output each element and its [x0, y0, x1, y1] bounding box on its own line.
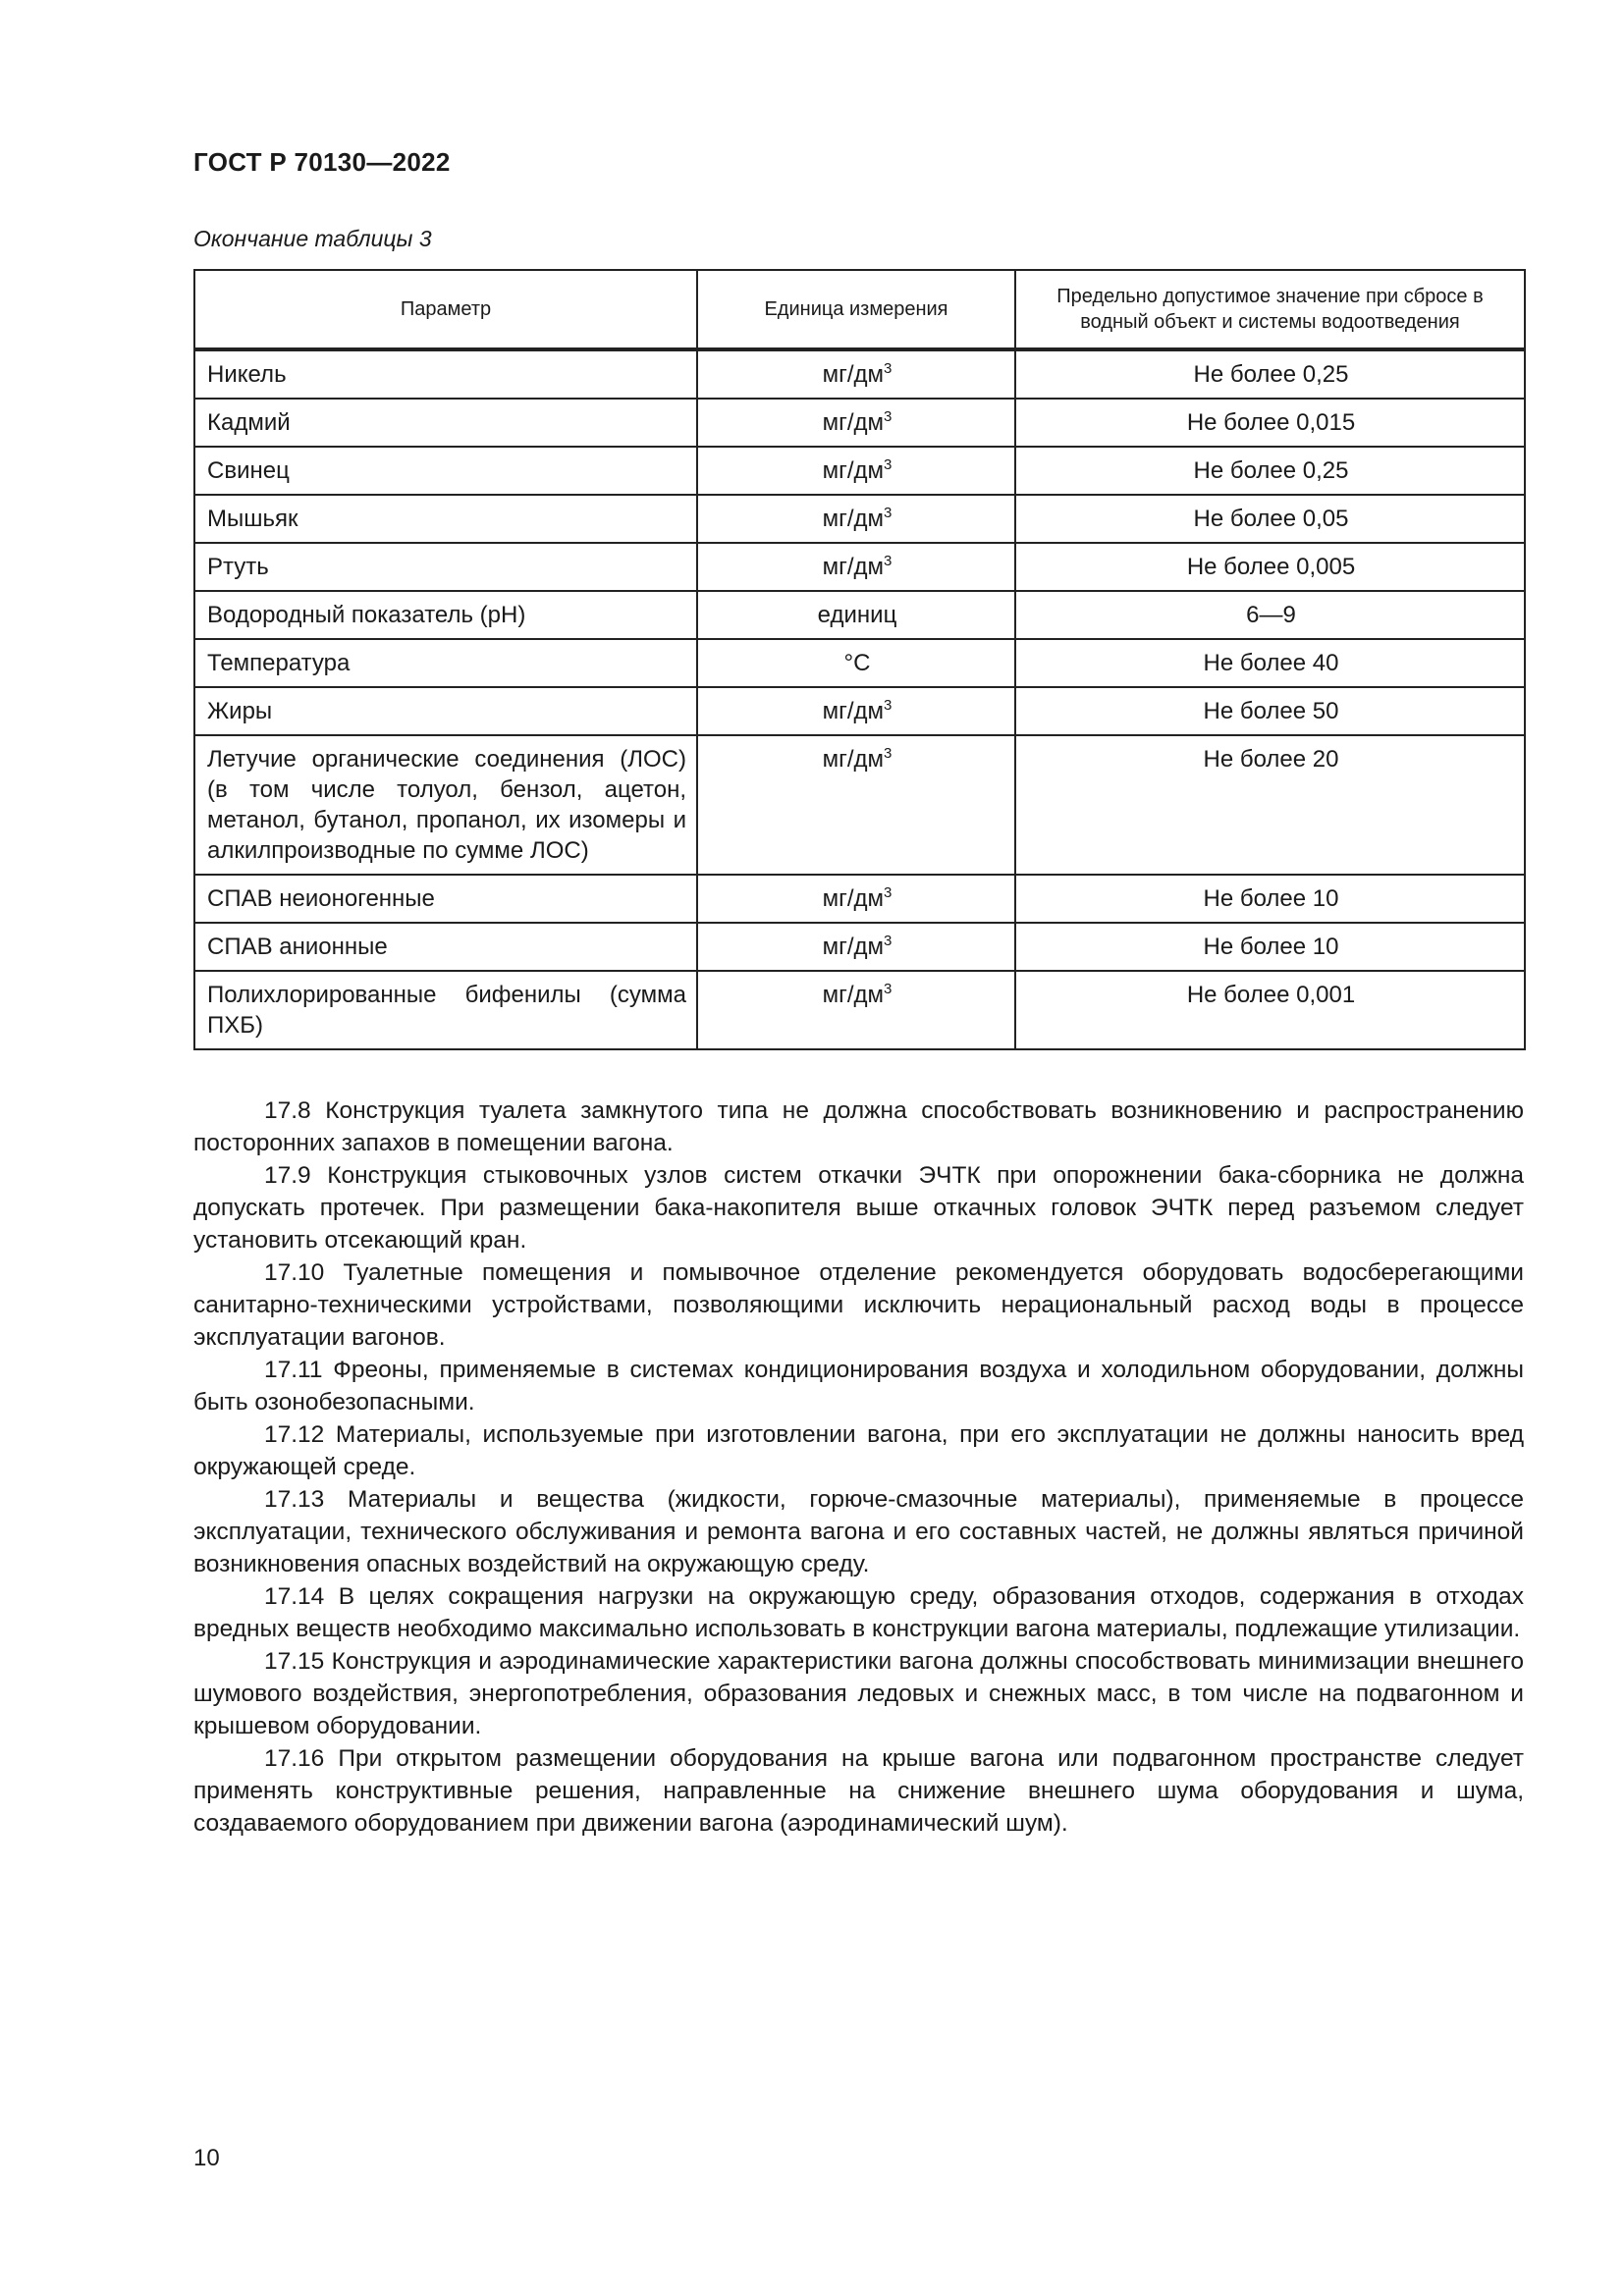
param-cell: Свинец [194, 447, 697, 495]
unit-cell [697, 923, 1015, 971]
unit-superscript: 3 [884, 697, 893, 714]
value-cell: Не более 50 [1015, 687, 1525, 735]
param-cell: СПАВ анионные [194, 923, 697, 971]
paragraph-17-10: 17.10 Туалетные помещения и помывочное отделение рекомендуется оборудовать водосберегающими санитарно-техническими устройствами, позволяющими исключить нерациональный расход воды в процессе эксплуатации вагонов. [193, 1259, 1524, 1351]
unit-superscript: 3 [884, 360, 893, 377]
unit-superscript: 3 [884, 456, 893, 473]
table-row [194, 639, 1525, 687]
table-row [194, 543, 1525, 591]
column-header-limit: Предельно допустимое значение при сбросе в водный объект и системы водоотведения [1015, 270, 1525, 349]
param-cell: Летучие органические соединения (ЛОС) (в том числе толуол, бензол, ацетон, метанол, бутанол, пропанол, их изомеры и алкилпроизводные по сумме ЛОС) [194, 735, 697, 875]
unit-cell [697, 971, 1015, 1049]
table-header-row [194, 270, 1525, 349]
table-row [194, 971, 1525, 1049]
table-caption: Окончание таблицы 3 [193, 226, 432, 251]
paragraph-17-11: 17.11 Фреоны, применяемые в системах кондиционирования воздуха и холодильном оборудовании, должны быть озонобезопасными. [193, 1357, 1524, 1415]
unit-cell [697, 875, 1015, 923]
unit-cell [697, 687, 1015, 735]
unit-superscript: 3 [884, 505, 893, 521]
unit-text: мг/дм [822, 554, 885, 580]
table-row [194, 687, 1525, 735]
unit-superscript: 3 [884, 933, 893, 949]
unit-superscript: 3 [884, 884, 893, 901]
unit-cell [697, 735, 1015, 875]
value-cell: Не более 0,001 [1015, 971, 1525, 1049]
value-cell: Не более 20 [1015, 735, 1525, 875]
page-number: 10 [193, 2145, 220, 2171]
value-cell: 6—9 [1015, 591, 1525, 639]
param-cell: Мышьяк [194, 495, 697, 543]
unit-cell [697, 399, 1015, 447]
unit-text: мг/дм [822, 506, 885, 532]
table-row [194, 447, 1525, 495]
table-row [194, 875, 1525, 923]
param-cell: Полихлорированные бифенилы (сумма ПХБ) [194, 971, 697, 1049]
unit-cell [697, 639, 1015, 687]
unit-text: мг/дм [822, 409, 885, 436]
paragraph-17-15: 17.15 Конструкция и аэродинамические характеристики вагона должны способствовать минимизации внешнего шумового воздействия, энергопотребления, образования ледовых и снежных масс, в том числе на подвагонном и крышевом оборудовании. [193, 1648, 1524, 1739]
table-row [194, 923, 1525, 971]
unit-superscript: 3 [884, 553, 893, 569]
unit-cell [697, 495, 1015, 543]
unit-cell [697, 543, 1015, 591]
param-cell: Кадмий [194, 399, 697, 447]
unit-text: мг/дм [822, 885, 885, 912]
paragraph-17-14: 17.14 В целях сокращения нагрузки на окружающую среду, образования отходов, содержания в отходах вредных веществ необходимо максимально использовать в конструкции вагона материалы, подлежащие утилизации. [193, 1583, 1524, 1642]
table-row [194, 399, 1525, 447]
unit-text: мг/дм [822, 698, 885, 724]
unit-text: мг/дм [822, 746, 885, 773]
param-cell: Температура [194, 639, 697, 687]
param-cell: СПАВ неионогенные [194, 875, 697, 923]
unit-cell [697, 591, 1015, 639]
unit-superscript: 3 [884, 981, 893, 997]
unit-text: мг/дм [822, 361, 885, 388]
param-cell: Жиры [194, 687, 697, 735]
column-header-unit: Единица измерения [697, 270, 1015, 349]
unit-text: единиц [817, 602, 897, 628]
paragraph-17-16: 17.16 При открытом размещении оборудования на крыше вагона или подвагонном пространстве следует применять конструктивные решения, направленные на снижение внешнего шума оборудования и шума, создаваемого оборудованием при движении вагона (аэродинамический шум). [193, 1745, 1524, 1837]
value-cell: Не более 0,05 [1015, 495, 1525, 543]
table-row [194, 735, 1525, 875]
body-text [193, 1095, 1524, 1840]
document-id: ГОСТ Р 70130—2022 [193, 147, 451, 177]
param-cell: Никель [194, 349, 697, 399]
table-row [194, 591, 1525, 639]
paragraph-17-8: 17.8 Конструкция туалета замкнутого типа не должна способствовать возникновению и распространению посторонних запахов в помещении вагона. [193, 1097, 1524, 1156]
table-row [194, 495, 1525, 543]
unit-text: °С [843, 650, 871, 676]
param-cell: Водородный показатель (рН) [194, 591, 697, 639]
unit-text: мг/дм [822, 457, 885, 484]
unit-cell [697, 349, 1015, 399]
unit-superscript: 3 [884, 745, 893, 762]
value-cell: Не более 10 [1015, 923, 1525, 971]
unit-text: мг/дм [822, 982, 885, 1008]
unit-cell [697, 447, 1015, 495]
value-cell: Не более 40 [1015, 639, 1525, 687]
value-cell: Не более 0,005 [1015, 543, 1525, 591]
column-header-parameter: Параметр [194, 270, 697, 349]
value-cell: Не более 0,25 [1015, 349, 1525, 399]
paragraph-17-13: 17.13 Материалы и вещества (жидкости, горюче-смазочные материалы), применяемые в процессе эксплуатации, технического обслуживания и ремонта вагона и его составных частей, не должны являться причиной возникновения опасных воздействий на окружающую среду. [193, 1486, 1524, 1577]
table-row [194, 349, 1525, 399]
unit-text: мг/дм [822, 934, 885, 960]
paragraph-17-9: 17.9 Конструкция стыковочных узлов систем откачки ЭЧТК при опорожнении бака-сборника не должна допускать протечек. При размещении бака-накопителя выше откачных головок ЭЧТК перед разъемом следует установить отсекающий кран. [193, 1162, 1524, 1254]
value-cell: Не более 0,015 [1015, 399, 1525, 447]
unit-superscript: 3 [884, 408, 893, 425]
value-cell: Не более 10 [1015, 875, 1525, 923]
limits-table [193, 269, 1526, 1050]
param-cell: Ртуть [194, 543, 697, 591]
paragraph-17-12: 17.12 Материалы, используемые при изготовлении вагона, при его эксплуатации не должны наносить вред окружающей среде. [193, 1421, 1524, 1480]
value-cell: Не более 0,25 [1015, 447, 1525, 495]
